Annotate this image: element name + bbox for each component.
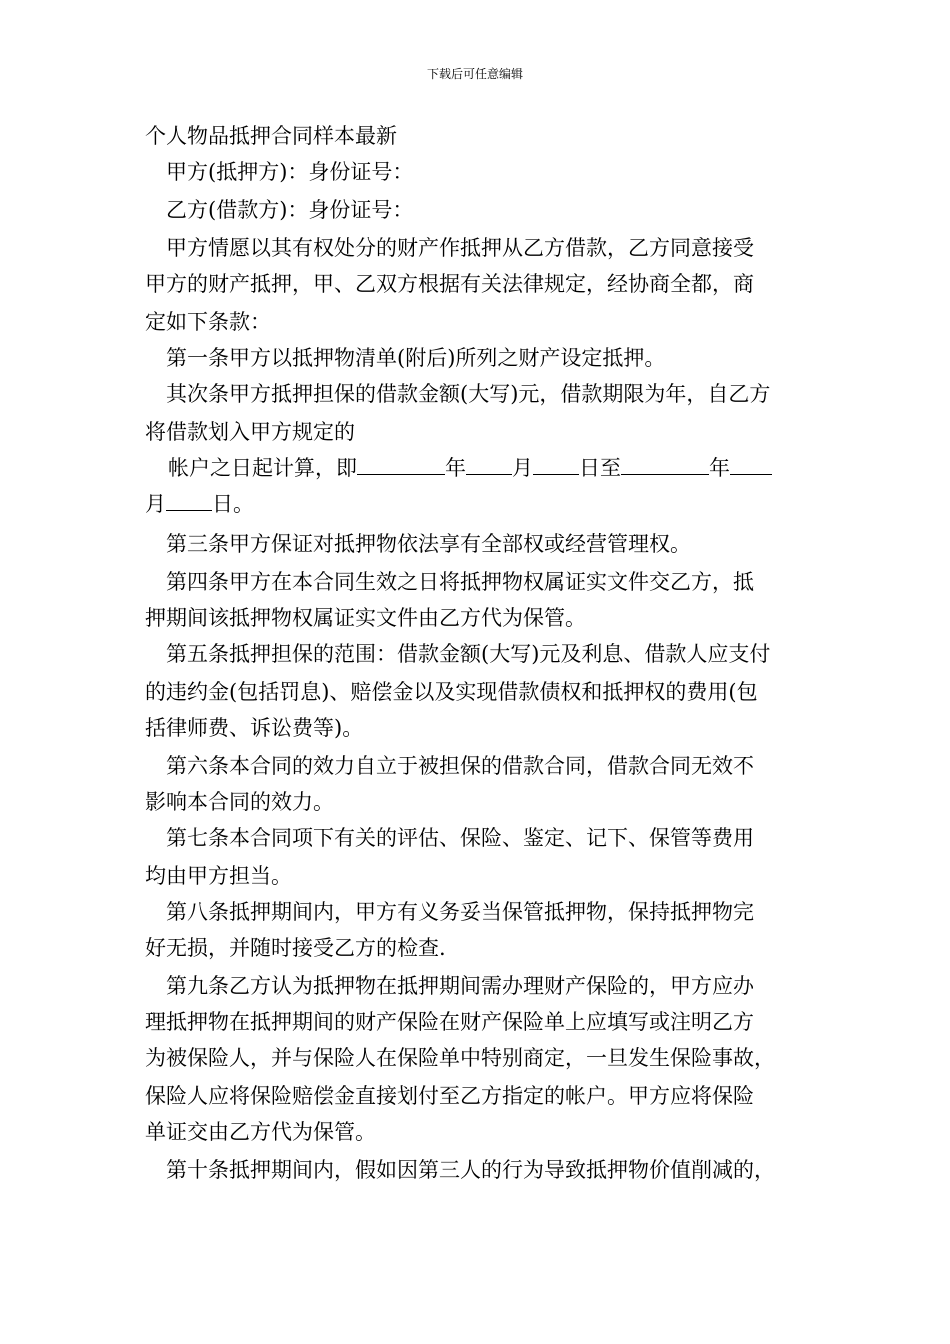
clause-1: 第一条甲方以抵押物清单(附后)所列之财产设定抵押。 [166,346,666,370]
date-line-1 [168,454,950,482]
fill-blank[interactable] [621,454,709,475]
text-fragment: 日至 [579,456,621,480]
party-a-line: 甲方(抵押方)：身份证号： [166,160,414,184]
text-line: 的违约金(包括罚息)、赔偿金以及实现借款债权和抵押权的费用(包 [145,680,758,704]
clause-10: 第十条抵押期间内，假如因第三人的行为导致抵押物价值削减的， [166,1158,775,1182]
document-title: 个人物品抵押合同样本最新 [145,124,397,148]
text-fragment: 帐户之日起计算，即 [168,456,357,480]
clause-6: 第六条本合同的效力自立于被担保的借款合同，借款合同无效不 [166,754,754,778]
text-line: 保险人应将保险赔偿金直接划付至乙方指定的帐户。甲方应将保险 [145,1084,754,1108]
text-line: 理抵押物在抵押期间的财产保险在财产保险单上应填写或注明乙方 [145,1010,754,1034]
fill-blank[interactable] [730,454,772,475]
text-line: 押期间该抵押物权属证实文件由乙方代为保管。 [145,606,586,630]
text-line: 括律师费、诉讼费等)。 [145,716,364,740]
text-fragment: 年 [445,456,466,480]
fill-blank[interactable] [166,490,212,511]
text-line: 为被保险人，并与保险人在保险单中特别商定，一旦发生保险事故， [145,1046,775,1070]
party-b-line: 乙方(借款方)：身份证号： [166,198,414,222]
clause-3: 第三条甲方保证对抵押物依法享有全部权或经营管理权。 [166,532,691,556]
clause-8: 第八条抵押期间内，甲方有义务妥当保管抵押物，保持抵押物完 [166,900,754,924]
fill-blank[interactable] [357,454,445,475]
text-line: 定如下条款： [145,310,271,334]
clause-5: 第五条抵押担保的范围：借款金额(大写)元及利息、借款人应支付 [166,642,771,666]
text-fragment: 年 [709,456,730,480]
clause-9: 第九条乙方认为抵押物在抵押期间需办理财产保险的，甲方应办 [166,974,754,998]
text-fragment: 日。 [212,492,254,516]
clause-7: 第七条本合同项下有关的评估、保险、鉴定、记下、保管等费用 [166,826,754,850]
text-fragment: 月 [145,492,166,516]
fill-blank[interactable] [533,454,579,475]
text-line: 甲方的财产抵押，甲、乙双方根据有关法律规定，经协商全都，商 [145,272,754,296]
text-line: 单证交由乙方代为保管。 [145,1120,376,1144]
clause-2: 其次条甲方抵押担保的借款金额(大写)元，借款期限为年，自乙方 [166,382,771,406]
text-line: 均由甲方担当。 [145,864,292,888]
text-line: 影响本合同的效力。 [145,790,334,814]
text-line: 好无损，并随时接受乙方的检查. [145,936,446,960]
date-line-2 [145,490,950,518]
clause-4: 第四条甲方在本合同生效之日将抵押物权属证实文件交乙方，抵 [166,570,754,594]
text-fragment: 月 [512,456,533,480]
fill-blank[interactable] [466,454,512,475]
text-line: 将借款划入甲方规定的 [145,420,355,444]
page-header: 下载后可任意编辑 [426,67,523,81]
text-line: 甲方情愿以其有权处分的财产作抵押从乙方借款，乙方同意接受 [166,236,754,260]
